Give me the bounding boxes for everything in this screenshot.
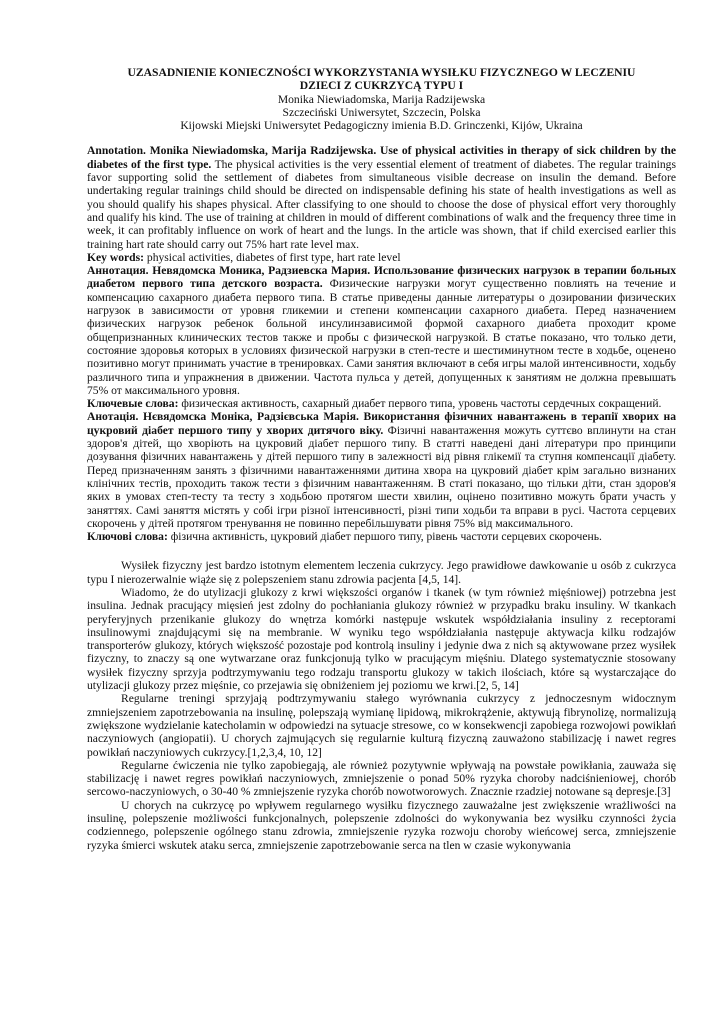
annotation-ukrainian-body: Фізичні навантаження можуть суттєво вплинути на стан здоров'я дітей, що хворіють на цукровий діабет першого типу. В статті наведені дані літератури про принципи дозування фізичних навантажень у дітей першого типу в залежності від рівня глікемії та ступня компенсації діабету. Перед призначенням занять з фізичними навантаженнями дитина хвора на цукровий діабет крім загально визнаних клінічних тестів, проходить також тести з фізичним навантаженням. В статі показано, що тільки діти, стан здоров'я яких в умовах степ-тесту та тесту з ходьбою протягом шести хвилин, оцінено позитивно можуть брати участь у заняттях. Самі заняття містять у собі ігри різної інтенсивності, різні типи ходьби та вправи в русі. Частота серцевих скорочень у дітей протягом тренування не повинно перебільшувати рівня 75% від максимального. bbox=[87, 423, 676, 530]
body-paragraph-3: Regularne treningi sprzyjają podtrzymywaniu stałego wyrównania cukrzycy z jednoczesnym widocznym zmniejszeniem zapotrzebowania na insulinę, polepszają wymianę lipidową, mikrokrążenie, aktywują fibrynolizę, normalizują zwiększone wydzielanie katecholamin w odpowiedzi na sytuacje stresowe, co w konsekwencji zapobiega rozwojowi powikłań naczyniowych (angiopatii). U chorych zajmujących się regularnie kulturą fizyczną zauważono stabilizację i nawet regres powikłań naczyniowych cukrzycy.[1,2,3,4, 10, 12] bbox=[87, 692, 676, 759]
annotation-ukrainian-heading: Анотація. Нєвядомска Моніка, Радзієвська Марія. Використання фізичних навантажень в терапії хворих на цукровий діабет першого типу у хворих дитячого віку. bbox=[87, 410, 676, 437]
keywords-ukrainian-text: фізична активність, цукровий діабет першого типу, рівень частоти серцевих скорочень. bbox=[170, 530, 602, 544]
affiliation-kyiv: Kijowski Miejski Uniwersytet Pedagogiczny imienia B.D. Grinczenki, Kijów, Ukraina bbox=[180, 119, 583, 133]
annotation-russian bbox=[87, 264, 676, 397]
keywords-russian-label: Ключевые слова: bbox=[87, 397, 179, 411]
annotation-russian-body: Физические нагрузки могут существенно повлиять на течение и компенсацию сахарного диабета первого типа. В статье приведены данные литературы о дозировании физических нагрузок в зависимости от уровня гликемии и степени компенсации сахарного диабета. Перед назначением физических нагрузок ребенок больной инсулинзависимой формой сахарного диабета проходит кроме общепризнанных клинических тестов также и пробы с физической нагрузкой. В статье показано, что только дети, состояние здоровья которых в условиях физической нагрузки в степ-тесте и шестиминутном тесте в ходьбе, оценено позитивно могут принимать участие в тренировках. Сами занятия включают в себя игры малой интенсивности, ходьбу различного типа и упражнения в движении. Частота пульса у детей, допущенных к занятиям не должна превышать 75% от максимального уровня. bbox=[87, 277, 676, 397]
keywords-russian-text: физическая активность, сахарный диабет первого типа, уровень частоты сердечных сокращений. bbox=[181, 397, 662, 411]
body-paragraph-1: Wysiłek fizyczny jest bardzo istotnym elementem leczenia cukrzycy. Jego prawidłowe dawkowanie u osób z cukrzyca typu I nierozerwalnie wiąże się z polepszeniem stanu zdrowia pacjenta [4,5, 14]. bbox=[87, 559, 676, 586]
document-page bbox=[87, 66, 676, 852]
body-paragraph-4: Regularne ćwiczenia nie tylko zapobiegają, ale również pozytywnie wpływają na powstałe powikłania, zauważa się stabilizację i nawet regres powikłań naczyniowych, zmniejszenie o ponad 50% ryzyka choroby nadciśnieniowej, chorób sercowo-naczyniowych, o 30-40 % zmniejszenie ryzyka chorób nowotworowych. Znacznie rzadziej notowane są depresje.[3] bbox=[87, 758, 676, 799]
annotation-english-body: The physical activities is the very essential element of treatment of diabetes. The regular trainings favor supporting solid the settlement of diabetes from simultaneous visible decrease on insulin the demand. Before undertaking regular trainings child should be directed on indispensable defining his state of health investigations as well as you should qualify his shapes physical. After classifying to one should to choose the dose of physical effort very thoroughly and qualify his kind. The use of training at children in mould of different combinations of walk and the frequency three time in week, it can profitably influence on work of heart and the lungs. In the article was shown, that if child exercised earlier this training hart rate should carry out 75% hart rate level max. bbox=[87, 157, 676, 251]
title-line-2: DZIECI Z CUKRZYCĄ TYPU I bbox=[299, 79, 464, 93]
title-line-1: UZASADNIENIE KONIECZNOŚCI WYKORZYSTANIA WYSIŁKU FIZYCZNEGO W LECZENIU bbox=[127, 66, 636, 79]
affiliation-szczecin: Szczeciński Uniwersytet, Szczecin, Polska bbox=[282, 105, 481, 119]
annotation-english bbox=[87, 144, 676, 250]
authors: Monika Niewiadomska, Marija Radzijewska bbox=[277, 92, 486, 106]
keywords-english-text: physical activities, diabetes of first type, hart rate level bbox=[146, 250, 401, 264]
annotation-english-heading: Annotation. Monika Niewiadomska, Marija Radzijewska. Use of physical activities in therapy of sick children by the diabetes of the first type. bbox=[87, 144, 676, 171]
keywords-ukrainian-label: Ключові слова: bbox=[87, 530, 168, 544]
keywords-ukrainian bbox=[87, 530, 676, 543]
keywords-english bbox=[87, 251, 676, 264]
keywords-english-label: Key words: bbox=[87, 250, 144, 264]
body-paragraph-2: Wiadomo, że do utylizacji glukozy z krwi większości organów i tkanek (w tym również mięśniowej) potrzebna jest insulina. Jednak pracujący mięsień jest zdolny do pochłaniania glukozy również w przypadku braku insuliny. W tkankach peryferyjnych przenikanie glukozy do wnętrza komórki następuje wskutek współdziałania insuliny z receptorami insulinowymi znajdującymi się na membranie. W wyniku tego współdziałania następuje aktywacja kilku rodzajów transporterów glukozy, których większość pozostaje pod kontrolą insuliny i jedynie dwa z nich są aktywowane przez wysiłek fizyczny, to znaczy są one wytwarzane oraz funkcjonują tylko w pracującym mięśniu. Dlatego systematycznie stosowany wysiłek fizyczny sprzyja podtrzymywaniu tego rodzaju transportu glukozy w takich ilościach, które są wystarczające do utylizacji glukozy przez mięśnie, co przejawia się obniżeniem jej poziomu we krwi.[2, 5, 14] bbox=[87, 585, 676, 693]
keywords-russian bbox=[87, 397, 676, 410]
body-paragraph-5: U chorych na cukrzycę po wpływem regularnego wysiłku fizycznego zauważalne jest zwiększenie wrażliwości na insulinę, polepszenie możliwości funkcjonalnych, polepszenie zdolności do wykonywania bez wysiłku czynności życia codziennego, polepszenie ogólnego stanu zdrowia, zmniejszenie ryzyka rozwoju choroby wieńcowej serca, zmniejszenie ryzyka śmierci wskutek ataku serca, zmniejszenie zapotrzebowanie serca na tlen w czasie wykonywania bbox=[87, 798, 676, 852]
annotation-ukrainian bbox=[87, 410, 676, 530]
annotation-russian-heading: Аннотация. Невядомска Моника, Радзиевска Мария. Использование физических нагрузок в терапии больных диабетом первого типа детского возраста. bbox=[87, 264, 676, 291]
